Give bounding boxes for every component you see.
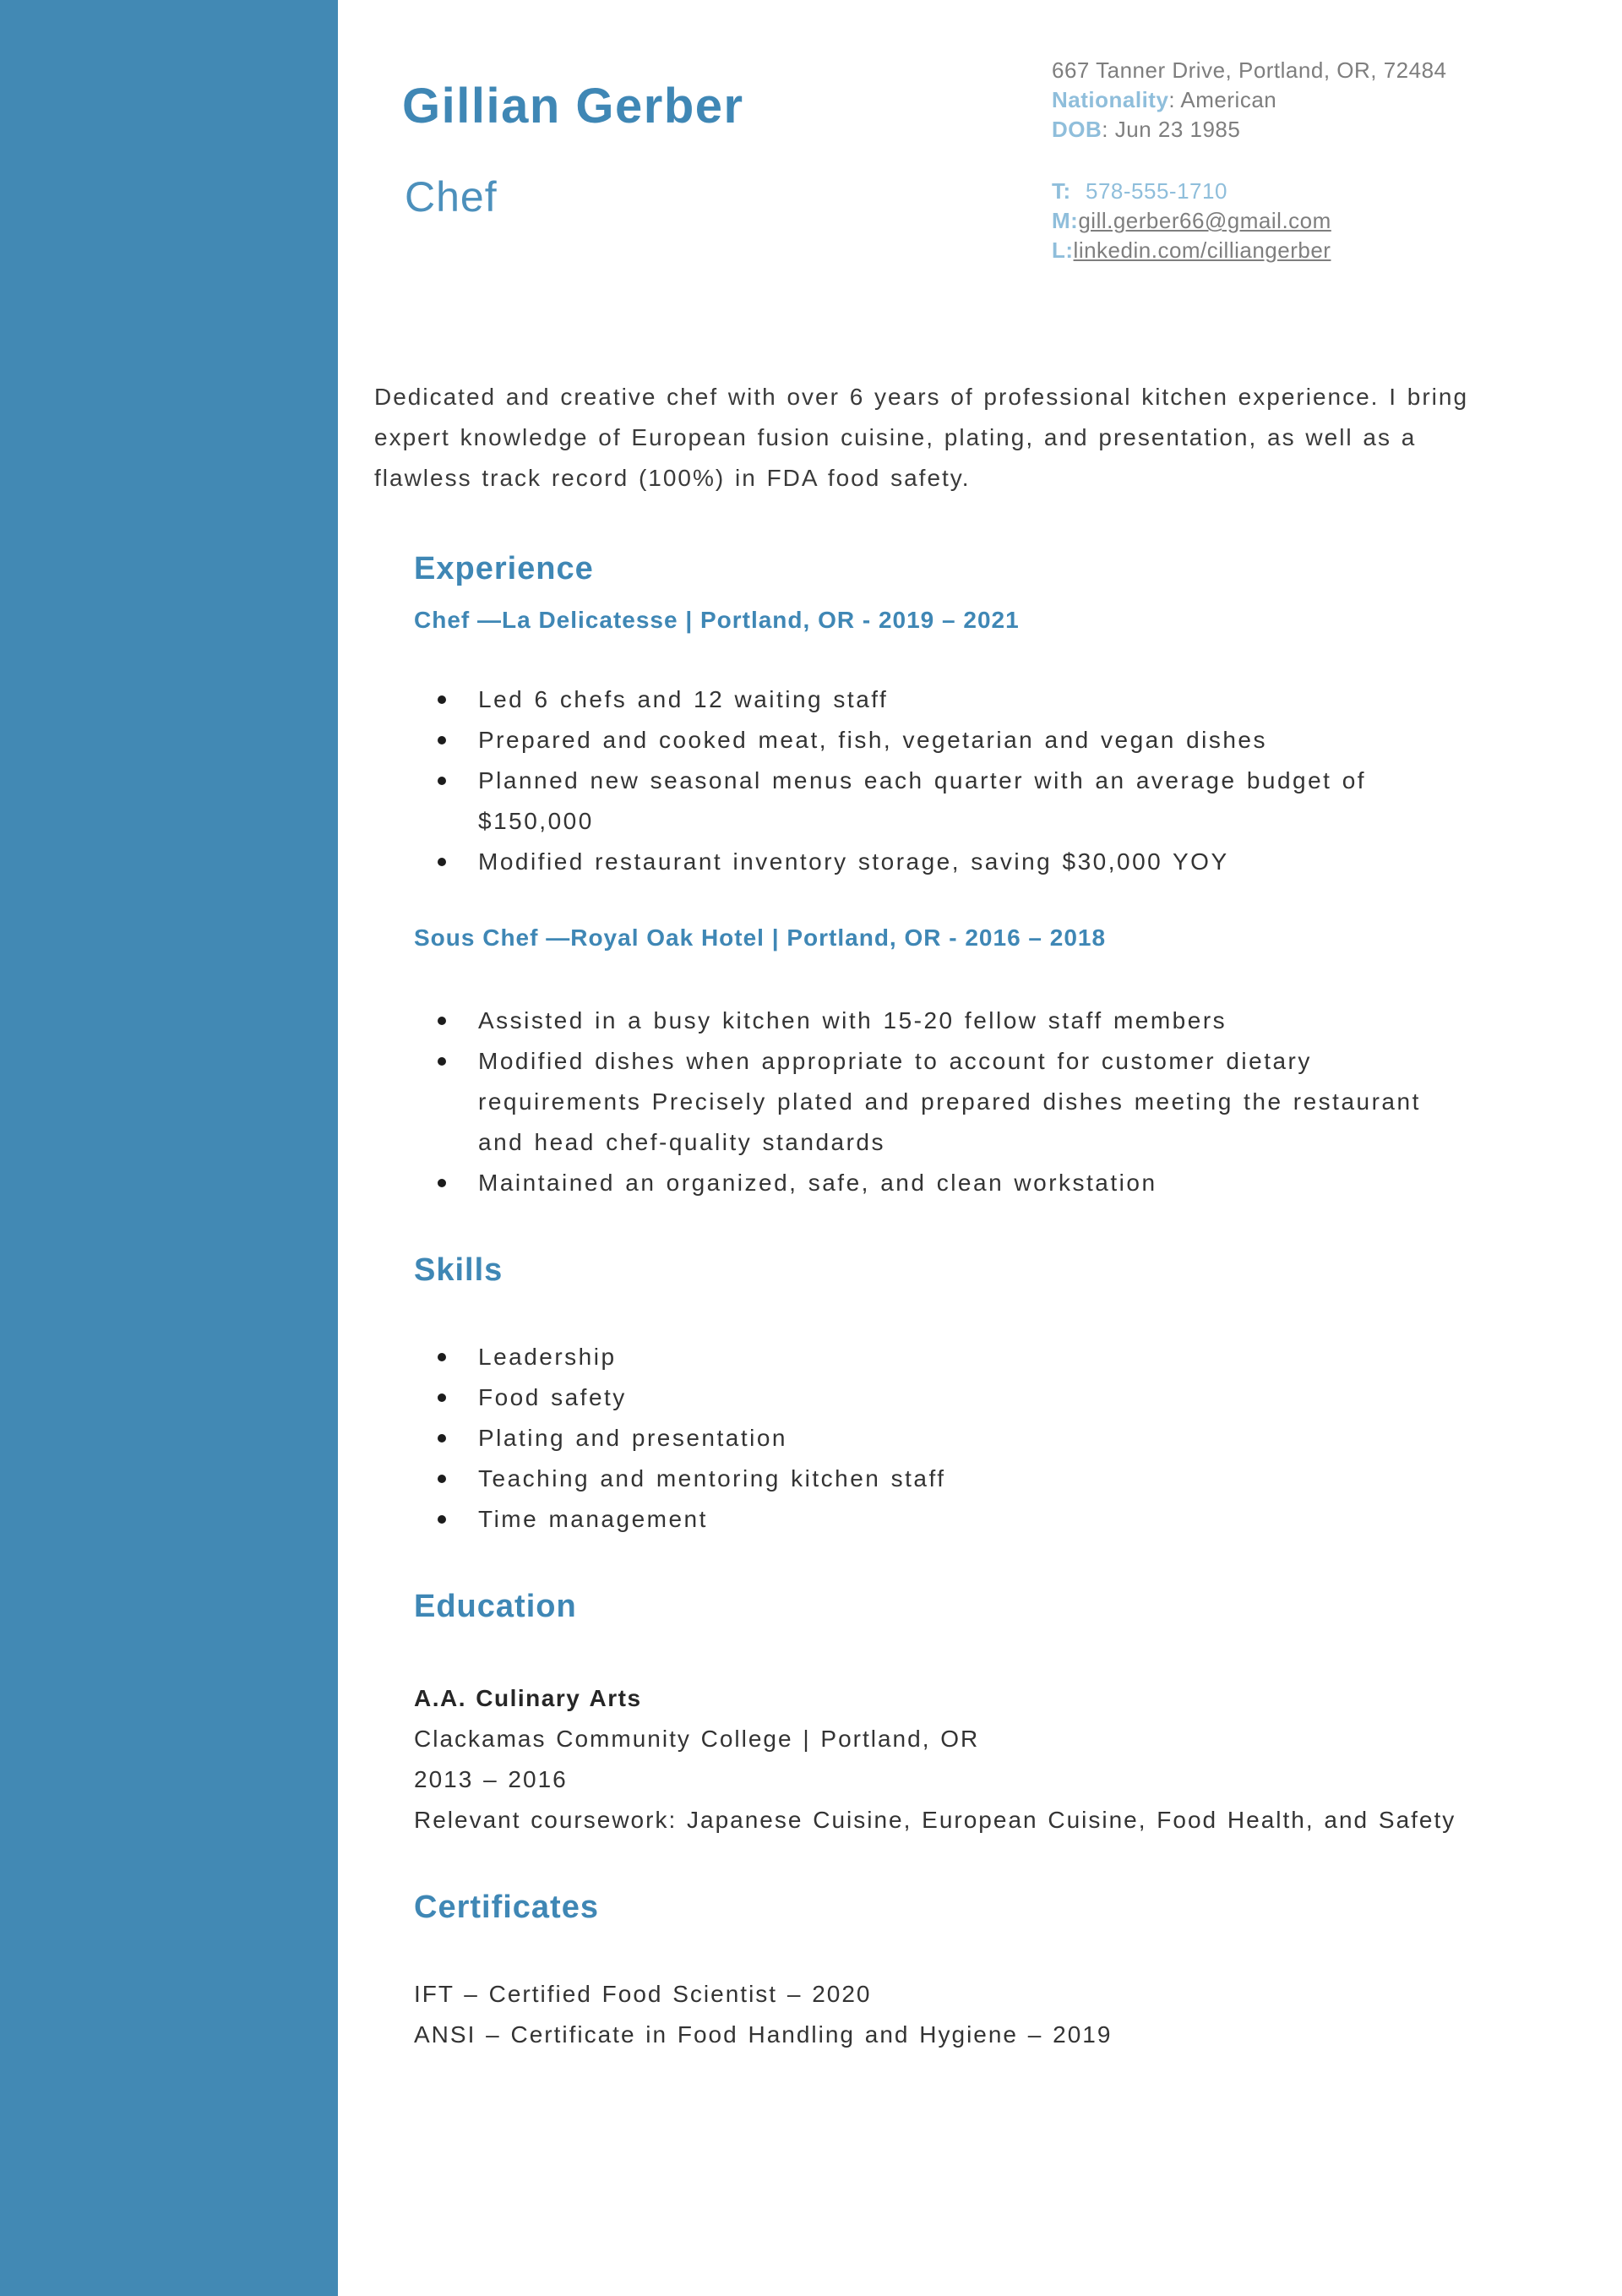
- education-entry: [414, 1678, 1466, 1841]
- contact-nationality: [1052, 85, 1576, 115]
- person-name: Gillian Gerber: [402, 79, 744, 134]
- certificate-item: ANSI – Certificate in Food Handling and Hygiene – 2019: [414, 2021, 1113, 2048]
- email-link[interactable]: gill.gerber66@gmail.com: [1078, 208, 1331, 233]
- job-2-bullet-list: [414, 1001, 1474, 1203]
- linkedin-link[interactable]: linkedin.com/cilliangerber: [1073, 237, 1331, 263]
- list-item: Led 6 chefs and 12 waiting staff: [414, 679, 1474, 720]
- section-heading-experience: Experience: [414, 551, 594, 586]
- contact-email: [1052, 206, 1576, 236]
- certificate-item: IFT – Certified Food Scientist – 2020: [414, 1981, 872, 2007]
- section-heading-skills: Skills: [414, 1252, 503, 1288]
- education-coursework: Relevant coursework: Japanese Cuisine, European Cuisine, Food Health, and Safety: [414, 1807, 1456, 1833]
- job-1-bullet-list: [414, 679, 1474, 882]
- list-item: Planned new seasonal menus each quarter with an average budget of $150,000: [414, 761, 1474, 842]
- email-label: M:: [1052, 208, 1079, 233]
- skills-list: [414, 1337, 1474, 1540]
- contact-linkedin: [1052, 236, 1576, 265]
- contact-address: 667 Tanner Drive, Portland, OR, 72484: [1052, 57, 1447, 83]
- contact-phone: [1052, 177, 1576, 206]
- summary-paragraph: Dedicated and creative chef with over 6 years of professional kitchen experience. I bring expert knowledge of European fusion cuisine, plating, and presentation, as well as a flawless track record (100%) in FDA food safety.: [374, 384, 1469, 491]
- list-item: Food safety: [414, 1377, 1474, 1418]
- contact-block: [1052, 56, 1576, 265]
- education-school: Clackamas Community College | Portland, OR: [414, 1726, 980, 1752]
- job-title-1: Chef —La Delicatesse | Portland, OR - 2019 – 2021: [414, 607, 1020, 633]
- list-item: Leadership: [414, 1337, 1474, 1377]
- section-heading-certificates: Certificates: [414, 1890, 599, 1925]
- sidebar-accent-panel: [0, 0, 338, 2296]
- job-title-2: Sous Chef —Royal Oak Hotel | Portland, OR - 2016 – 2018: [414, 924, 1107, 951]
- nationality-label: Nationality: [1052, 87, 1169, 112]
- dob-label: DOB: [1052, 117, 1102, 142]
- dob-value: : Jun 23 1985: [1102, 117, 1241, 142]
- section-heading-education: Education: [414, 1589, 577, 1624]
- person-job-title: Chef: [405, 173, 498, 221]
- list-item: Plating and presentation: [414, 1418, 1474, 1459]
- resume-main-column: [414, 549, 1516, 2055]
- contact-dob: [1052, 115, 1576, 145]
- list-item: Modified dishes when appropriate to account for customer dietary requirements Precisely plated and prepared dishes meeting the restaurant and head chef-quality standards: [414, 1041, 1474, 1163]
- phone-number: 578-555-1710: [1086, 178, 1227, 204]
- linkedin-label: L:: [1052, 237, 1074, 263]
- list-item: Teaching and mentoring kitchen staff: [414, 1459, 1474, 1499]
- nationality-value: : American: [1168, 87, 1277, 112]
- education-degree: A.A. Culinary Arts: [414, 1685, 642, 1711]
- list-item: Assisted in a busy kitchen with 15-20 fellow staff members: [414, 1001, 1474, 1041]
- education-years: 2013 – 2016: [414, 1766, 568, 1792]
- list-item: Time management: [414, 1499, 1474, 1540]
- phone-label: T:: [1052, 178, 1071, 204]
- list-item: Maintained an organized, safe, and clean workstation: [414, 1163, 1474, 1203]
- list-item: Prepared and cooked meat, fish, vegetarian and vegan dishes: [414, 720, 1474, 761]
- list-item: Modified restaurant inventory storage, saving $30,000 YOY: [414, 842, 1474, 882]
- certificates-list: [414, 1974, 1466, 2055]
